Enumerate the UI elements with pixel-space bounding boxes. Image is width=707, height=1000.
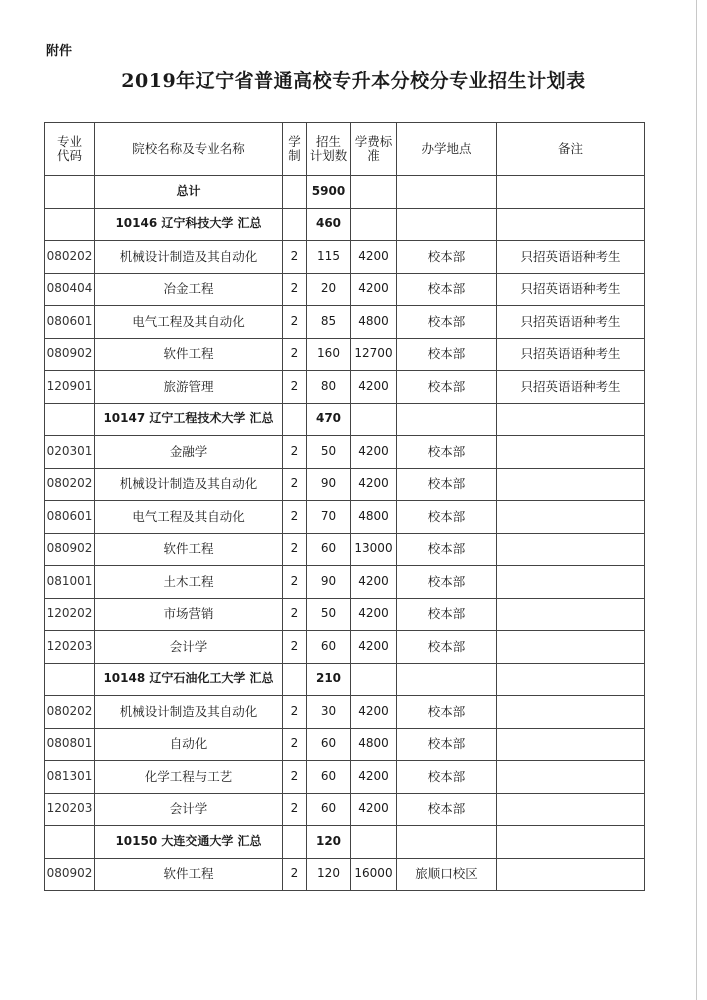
cell-plan: 60 bbox=[307, 631, 351, 664]
cell-plan: 60 bbox=[307, 533, 351, 566]
enrollment-plan-table bbox=[44, 122, 645, 891]
header-name: 院校名称及专业名称 bbox=[95, 123, 283, 176]
cell-note bbox=[497, 631, 645, 664]
cell-name: 金融学 bbox=[95, 436, 283, 469]
cell-years: 2 bbox=[283, 728, 307, 761]
cell-code: 080601 bbox=[45, 501, 95, 534]
cell-location: 校本部 bbox=[397, 728, 497, 761]
cell-note: 只招英语语种考生 bbox=[497, 338, 645, 371]
cell-name: 软件工程 bbox=[95, 338, 283, 371]
cell-note bbox=[497, 468, 645, 501]
cell-plan: 80 bbox=[307, 371, 351, 404]
cell-years: 2 bbox=[283, 371, 307, 404]
cell-location bbox=[397, 663, 497, 696]
cell-years: 2 bbox=[283, 631, 307, 664]
table-row bbox=[45, 533, 645, 566]
cell-name: 土木工程 bbox=[95, 566, 283, 599]
cell-note bbox=[497, 858, 645, 891]
cell-years: 2 bbox=[283, 696, 307, 729]
cell-name: 电气工程及其自动化 bbox=[95, 501, 283, 534]
cell-plan: 120 bbox=[307, 826, 351, 859]
cell-code: 080902 bbox=[45, 858, 95, 891]
cell-fee bbox=[351, 176, 397, 209]
table-row bbox=[45, 728, 645, 761]
cell-fee: 4200 bbox=[351, 761, 397, 794]
cell-note bbox=[497, 663, 645, 696]
cell-location: 校本部 bbox=[397, 501, 497, 534]
cell-location: 旅顺口校区 bbox=[397, 858, 497, 891]
cell-fee: 4200 bbox=[351, 696, 397, 729]
cell-plan: 115 bbox=[307, 241, 351, 274]
cell-note bbox=[497, 566, 645, 599]
cell-code: 020301 bbox=[45, 436, 95, 469]
cell-note bbox=[497, 501, 645, 534]
cell-name: 10147 辽宁工程技术大学 汇总 bbox=[95, 403, 283, 436]
cell-name: 市场营销 bbox=[95, 598, 283, 631]
header-plan: 招生 计划数 bbox=[307, 123, 351, 176]
cell-note: 只招英语语种考生 bbox=[497, 273, 645, 306]
header-years: 学 制 bbox=[283, 123, 307, 176]
cell-note bbox=[497, 696, 645, 729]
cell-years: 2 bbox=[283, 273, 307, 306]
cell-years: 2 bbox=[283, 501, 307, 534]
table-row bbox=[45, 371, 645, 404]
summary-row bbox=[45, 176, 645, 209]
header-fee: 学费标 准 bbox=[351, 123, 397, 176]
header-note: 备注 bbox=[497, 123, 645, 176]
cell-location bbox=[397, 403, 497, 436]
cell-fee: 4200 bbox=[351, 436, 397, 469]
cell-location: 校本部 bbox=[397, 631, 497, 664]
cell-code: 120203 bbox=[45, 631, 95, 664]
cell-years: 2 bbox=[283, 858, 307, 891]
cell-note: 只招英语语种考生 bbox=[497, 241, 645, 274]
cell-note bbox=[497, 533, 645, 566]
cell-years bbox=[283, 826, 307, 859]
cell-fee bbox=[351, 826, 397, 859]
cell-location: 校本部 bbox=[397, 696, 497, 729]
table-row bbox=[45, 858, 645, 891]
cell-fee: 4800 bbox=[351, 728, 397, 761]
cell-plan: 60 bbox=[307, 728, 351, 761]
cell-years bbox=[283, 403, 307, 436]
cell-location bbox=[397, 176, 497, 209]
table-row bbox=[45, 468, 645, 501]
cell-name: 总计 bbox=[95, 176, 283, 209]
cell-name: 10148 辽宁石油化工大学 汇总 bbox=[95, 663, 283, 696]
cell-years: 2 bbox=[283, 306, 307, 339]
cell-name: 软件工程 bbox=[95, 533, 283, 566]
cell-years bbox=[283, 208, 307, 241]
cell-location: 校本部 bbox=[397, 338, 497, 371]
cell-code: 080902 bbox=[45, 533, 95, 566]
cell-note bbox=[497, 208, 645, 241]
cell-years: 2 bbox=[283, 338, 307, 371]
cell-code bbox=[45, 403, 95, 436]
cell-fee: 4800 bbox=[351, 306, 397, 339]
cell-years: 2 bbox=[283, 566, 307, 599]
cell-name: 机械设计制造及其自动化 bbox=[95, 468, 283, 501]
cell-name: 10146 辽宁科技大学 汇总 bbox=[95, 208, 283, 241]
table-row bbox=[45, 501, 645, 534]
cell-location: 校本部 bbox=[397, 241, 497, 274]
cell-location: 校本部 bbox=[397, 306, 497, 339]
cell-code: 081301 bbox=[45, 761, 95, 794]
cell-code bbox=[45, 663, 95, 696]
table-row bbox=[45, 761, 645, 794]
cell-name: 旅游管理 bbox=[95, 371, 283, 404]
cell-plan: 120 bbox=[307, 858, 351, 891]
cell-name: 会计学 bbox=[95, 631, 283, 664]
cell-note: 只招英语语种考生 bbox=[497, 306, 645, 339]
cell-fee bbox=[351, 208, 397, 241]
cell-plan: 60 bbox=[307, 761, 351, 794]
cell-code: 120202 bbox=[45, 598, 95, 631]
cell-location: 校本部 bbox=[397, 273, 497, 306]
cell-fee: 4200 bbox=[351, 566, 397, 599]
cell-plan: 70 bbox=[307, 501, 351, 534]
cell-years: 2 bbox=[283, 793, 307, 826]
cell-fee: 4200 bbox=[351, 793, 397, 826]
attachment-label: 附件 bbox=[46, 44, 73, 59]
cell-name: 化学工程与工艺 bbox=[95, 761, 283, 794]
cell-fee: 4800 bbox=[351, 501, 397, 534]
cell-fee: 12700 bbox=[351, 338, 397, 371]
cell-code: 081001 bbox=[45, 566, 95, 599]
cell-code: 080902 bbox=[45, 338, 95, 371]
summary-row bbox=[45, 208, 645, 241]
cell-plan: 5900 bbox=[307, 176, 351, 209]
cell-years: 2 bbox=[283, 436, 307, 469]
cell-code: 080202 bbox=[45, 696, 95, 729]
cell-code: 080202 bbox=[45, 468, 95, 501]
cell-plan: 85 bbox=[307, 306, 351, 339]
table-row bbox=[45, 631, 645, 664]
cell-plan: 460 bbox=[307, 208, 351, 241]
header-location: 办学地点 bbox=[397, 123, 497, 176]
cell-code: 080801 bbox=[45, 728, 95, 761]
table-body bbox=[45, 176, 645, 891]
cell-name: 软件工程 bbox=[95, 858, 283, 891]
cell-plan: 210 bbox=[307, 663, 351, 696]
table-row bbox=[45, 793, 645, 826]
cell-years: 2 bbox=[283, 241, 307, 274]
summary-row bbox=[45, 663, 645, 696]
cell-location: 校本部 bbox=[397, 468, 497, 501]
table-row bbox=[45, 598, 645, 631]
cell-plan: 90 bbox=[307, 566, 351, 599]
table-row bbox=[45, 273, 645, 306]
cell-plan: 90 bbox=[307, 468, 351, 501]
cell-name: 冶金工程 bbox=[95, 273, 283, 306]
cell-note bbox=[497, 598, 645, 631]
cell-note bbox=[497, 826, 645, 859]
cell-years bbox=[283, 663, 307, 696]
cell-fee bbox=[351, 663, 397, 696]
cell-note bbox=[497, 761, 645, 794]
cell-location: 校本部 bbox=[397, 598, 497, 631]
cell-code: 080404 bbox=[45, 273, 95, 306]
cell-location: 校本部 bbox=[397, 566, 497, 599]
cell-fee: 4200 bbox=[351, 468, 397, 501]
table-header-row bbox=[45, 123, 645, 176]
cell-years: 2 bbox=[283, 761, 307, 794]
cell-note: 只招英语语种考生 bbox=[497, 371, 645, 404]
cell-plan: 470 bbox=[307, 403, 351, 436]
cell-fee: 4200 bbox=[351, 631, 397, 664]
cell-note bbox=[497, 176, 645, 209]
cell-plan: 50 bbox=[307, 598, 351, 631]
cell-name: 会计学 bbox=[95, 793, 283, 826]
cell-code bbox=[45, 176, 95, 209]
table-row bbox=[45, 338, 645, 371]
cell-years: 2 bbox=[283, 598, 307, 631]
table-row bbox=[45, 696, 645, 729]
cell-location bbox=[397, 826, 497, 859]
cell-note bbox=[497, 436, 645, 469]
cell-code: 080601 bbox=[45, 306, 95, 339]
cell-fee: 4200 bbox=[351, 371, 397, 404]
cell-name: 电气工程及其自动化 bbox=[95, 306, 283, 339]
cell-location: 校本部 bbox=[397, 371, 497, 404]
cell-location: 校本部 bbox=[397, 436, 497, 469]
table-row bbox=[45, 436, 645, 469]
table-row bbox=[45, 306, 645, 339]
cell-name: 机械设计制造及其自动化 bbox=[95, 696, 283, 729]
cell-fee: 4200 bbox=[351, 241, 397, 274]
cell-code: 120901 bbox=[45, 371, 95, 404]
cell-fee: 16000 bbox=[351, 858, 397, 891]
cell-code bbox=[45, 208, 95, 241]
page-edge bbox=[696, 0, 697, 1000]
cell-plan: 60 bbox=[307, 793, 351, 826]
cell-name: 10150 大连交通大学 汇总 bbox=[95, 826, 283, 859]
cell-name: 自动化 bbox=[95, 728, 283, 761]
table-row bbox=[45, 241, 645, 274]
cell-code: 080202 bbox=[45, 241, 95, 274]
cell-name: 机械设计制造及其自动化 bbox=[95, 241, 283, 274]
cell-plan: 160 bbox=[307, 338, 351, 371]
cell-fee: 4200 bbox=[351, 598, 397, 631]
cell-location: 校本部 bbox=[397, 761, 497, 794]
cell-location: 校本部 bbox=[397, 793, 497, 826]
cell-fee: 4200 bbox=[351, 273, 397, 306]
cell-code: 120203 bbox=[45, 793, 95, 826]
header-code: 专业 代码 bbox=[45, 123, 95, 176]
cell-location bbox=[397, 208, 497, 241]
cell-location: 校本部 bbox=[397, 533, 497, 566]
cell-code bbox=[45, 826, 95, 859]
cell-years: 2 bbox=[283, 468, 307, 501]
document-title: 2019年辽宁省普通高校专升本分校分专业招生计划表 bbox=[121, 70, 586, 92]
cell-years: 2 bbox=[283, 533, 307, 566]
cell-note bbox=[497, 403, 645, 436]
cell-fee bbox=[351, 403, 397, 436]
summary-row bbox=[45, 403, 645, 436]
summary-row bbox=[45, 826, 645, 859]
cell-fee: 13000 bbox=[351, 533, 397, 566]
cell-plan: 50 bbox=[307, 436, 351, 469]
cell-note bbox=[497, 728, 645, 761]
cell-years bbox=[283, 176, 307, 209]
cell-note bbox=[497, 793, 645, 826]
cell-plan: 20 bbox=[307, 273, 351, 306]
table-row bbox=[45, 566, 645, 599]
cell-plan: 30 bbox=[307, 696, 351, 729]
